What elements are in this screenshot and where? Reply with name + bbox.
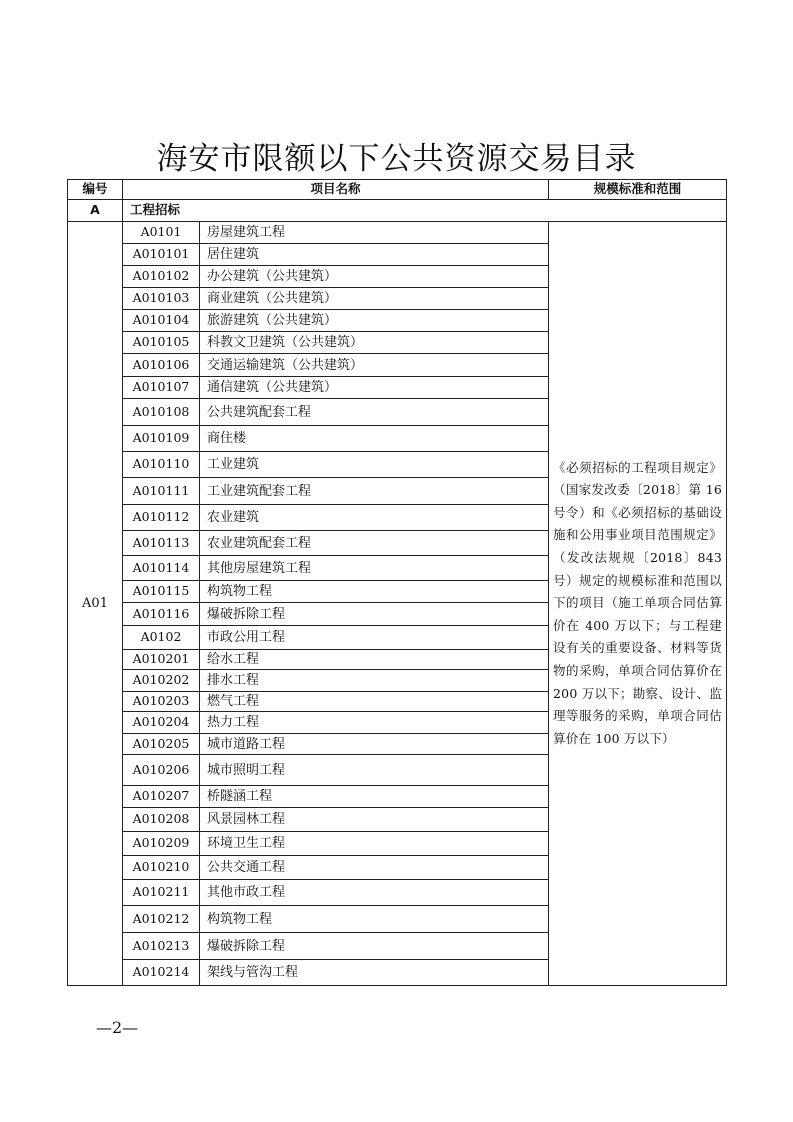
item-name: 居住建筑	[200, 244, 549, 266]
item-name: 构筑物工程	[200, 906, 549, 933]
item-name: 工业建筑	[200, 452, 549, 478]
header-scope: 规模标准和范围	[549, 180, 727, 200]
item-code: A010104	[123, 310, 200, 332]
catalog-table	[67, 179, 727, 986]
item-code: A010112	[123, 505, 200, 531]
item-name: 工业建筑配套工程	[200, 478, 549, 505]
item-name: 桥隧涵工程	[200, 786, 549, 808]
item-code: A010116	[123, 603, 200, 626]
item-name: 公共建筑配套工程	[200, 399, 549, 426]
document-title: 海安市限额以下公共资源交易目录	[156, 141, 637, 177]
item-name: 架线与管沟工程	[200, 960, 549, 986]
item-code: A010205	[123, 734, 200, 755]
item-code: A010214	[123, 960, 200, 986]
section-code: A	[68, 200, 123, 222]
item-code: A010109	[123, 426, 200, 452]
item-code: A010115	[123, 581, 200, 603]
item-name: 其他市政工程	[200, 880, 549, 906]
item-code: A010111	[123, 478, 200, 505]
item-name: 农业建筑	[200, 505, 549, 531]
section-row	[68, 200, 727, 222]
item-name: 城市道路工程	[200, 734, 549, 755]
item-code: A010206	[123, 755, 200, 786]
item-code: A010209	[123, 832, 200, 856]
item-code: A010110	[123, 452, 200, 478]
scope-description: 《必须招标的工程项目规定》（国家发改委〔2018〕第 16 号令）和《必须招标的基础设施和公用事业项目范围规定》（发改法规规〔2018〕843 号）规定的规模标准和范围以下的项目（施工单项合同估算价在 400 万以下；与工程建设有关的重要设备、材料等货物的采购，单项合同估算价在 200 万以下；勘察、设计、监理等服务的采购，单项合同估算价在 100 万以下）	[549, 222, 727, 986]
item-name: 燃气工程	[200, 692, 549, 712]
header-name: 项目名称	[123, 180, 549, 200]
item-name: 市政公用工程	[200, 626, 549, 650]
item-name: 排水工程	[200, 670, 549, 692]
table-row	[68, 222, 727, 244]
item-name: 风景园林工程	[200, 808, 549, 832]
item-code: A010212	[123, 906, 200, 933]
item-code: A010101	[123, 244, 200, 266]
item-code: A010106	[123, 354, 200, 377]
header-code: 编号	[68, 180, 123, 200]
item-name: 其他房屋建筑工程	[200, 556, 549, 581]
section-name: 工程招标	[123, 200, 727, 222]
item-code: A0102	[123, 626, 200, 650]
item-code: A010202	[123, 670, 200, 692]
item-code: A010207	[123, 786, 200, 808]
table-header-row	[68, 180, 727, 200]
item-code: A010210	[123, 856, 200, 880]
item-name: 爆破拆除工程	[200, 603, 549, 626]
item-code: A010201	[123, 650, 200, 670]
item-code: A010105	[123, 332, 200, 354]
item-code: A010114	[123, 556, 200, 581]
item-name: 城市照明工程	[200, 755, 549, 786]
item-code: A010211	[123, 880, 200, 906]
item-name: 构筑物工程	[200, 581, 549, 603]
item-code: A010107	[123, 377, 200, 399]
item-name: 旅游建筑（公共建筑）	[200, 310, 549, 332]
item-code: A010213	[123, 933, 200, 960]
item-code: A010204	[123, 712, 200, 734]
item-name: 商住楼	[200, 426, 549, 452]
group-code-cell: A01	[68, 222, 123, 986]
item-name: 房屋建筑工程	[200, 222, 549, 244]
item-name: 农业建筑配套工程	[200, 531, 549, 556]
item-code: A010102	[123, 266, 200, 288]
page-number: —2—	[96, 1018, 139, 1037]
item-name: 商业建筑（公共建筑）	[200, 288, 549, 310]
item-name: 给水工程	[200, 650, 549, 670]
item-code: A010113	[123, 531, 200, 556]
item-code: A010108	[123, 399, 200, 426]
item-code: A010208	[123, 808, 200, 832]
item-name: 环境卫生工程	[200, 832, 549, 856]
item-name: 通信建筑（公共建筑）	[200, 377, 549, 399]
item-name: 交通运输建筑（公共建筑）	[200, 354, 549, 377]
item-code: A0101	[123, 222, 200, 244]
item-name: 科教文卫建筑（公共建筑）	[200, 332, 549, 354]
item-name: 办公建筑（公共建筑）	[200, 266, 549, 288]
item-name: 热力工程	[200, 712, 549, 734]
item-code: A010103	[123, 288, 200, 310]
item-code: A010203	[123, 692, 200, 712]
item-name: 公共交通工程	[200, 856, 549, 880]
item-name: 爆破拆除工程	[200, 933, 549, 960]
